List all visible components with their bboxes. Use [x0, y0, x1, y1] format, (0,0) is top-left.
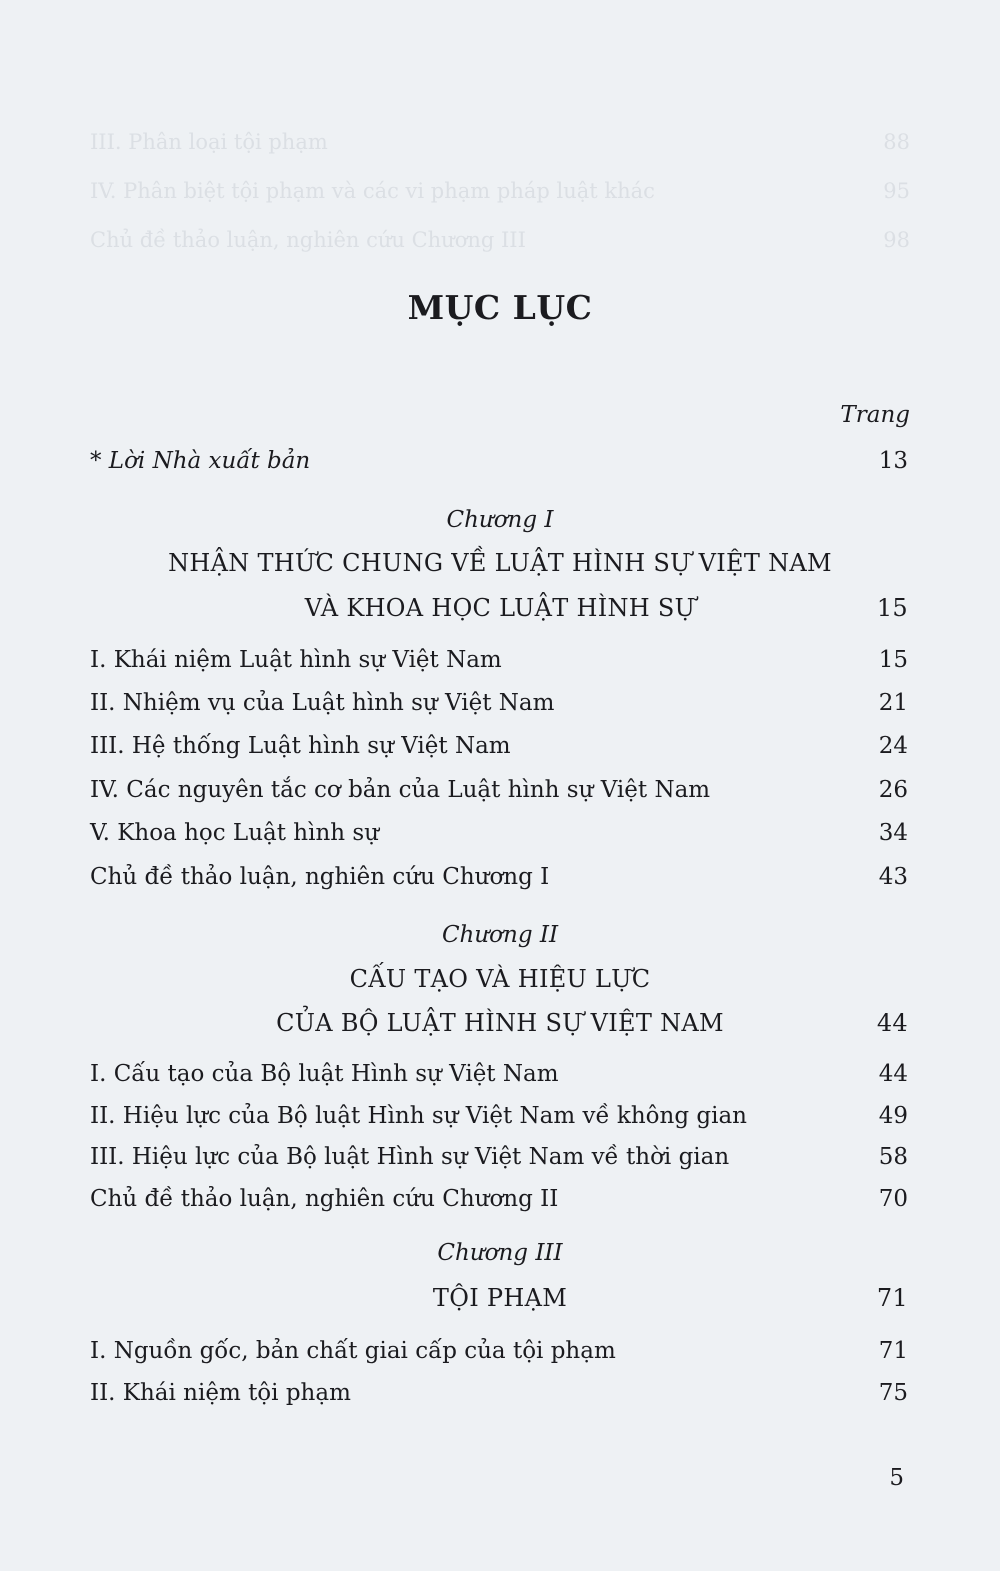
ghost-row-page: 95: [883, 179, 910, 203]
ghost-row: [90, 216, 910, 265]
ghost-row-text: III. Phân loại tội phạm: [90, 130, 328, 154]
toc-item[interactable]: [90, 1338, 908, 1364]
toc-item-text: III. Hiệu lực của Bộ luật Hình sự Việt Nam về thời gian: [90, 1144, 730, 1170]
toc-item-page: 21: [878, 690, 908, 716]
toc-item-page: 15: [878, 647, 908, 673]
toc-item-text: III. Hệ thống Luật hình sự Việt Nam: [90, 733, 511, 759]
chapter-2-title-line-2[interactable]: [0, 1009, 1000, 1037]
chapter-3-title-line-1[interactable]: [0, 1284, 1000, 1312]
toc-item-text: I. Cấu tạo của Bộ luật Hình sự Việt Nam: [90, 1061, 559, 1087]
toc-item[interactable]: [90, 864, 908, 890]
bleed-through-text: [90, 118, 910, 265]
chapter-2-label: Chương II: [441, 922, 559, 948]
chapter-1-page: 15: [876, 594, 908, 622]
toc-item[interactable]: [90, 1103, 908, 1129]
chapter-3-title-text: TỘI PHẠM: [432, 1284, 568, 1312]
toc-preface[interactable]: [90, 448, 908, 474]
toc-item-text: Chủ đề thảo luận, nghiên cứu Chương I: [90, 864, 550, 890]
preface-label: * Lời Nhà xuất bản: [90, 448, 311, 474]
toc-item-page: 44: [878, 1061, 908, 1087]
chapter-1-title-text: VÀ KHOA HỌC LUẬT HÌNH SỰ: [304, 594, 696, 622]
chapter-3-page: 71: [876, 1284, 908, 1312]
chapter-2-title-line-1[interactable]: CẤU TẠO VÀ HIỆU LỰC: [349, 965, 651, 993]
toc-item[interactable]: [90, 1380, 908, 1406]
toc-item[interactable]: [90, 647, 908, 673]
ghost-row-page: 88: [883, 130, 910, 154]
toc-item[interactable]: [90, 1144, 908, 1170]
ghost-row-page: 98: [883, 228, 910, 252]
preface-page: 13: [878, 448, 908, 474]
toc-item[interactable]: [90, 690, 908, 716]
toc-item[interactable]: [90, 733, 908, 759]
ghost-row-text: Chủ đề thảo luận, nghiên cứu Chương III: [90, 228, 526, 252]
toc-item-page: 71: [878, 1338, 908, 1364]
toc-item[interactable]: [90, 1061, 908, 1087]
ghost-row: [90, 118, 910, 167]
toc-item[interactable]: [90, 820, 908, 846]
page-number: 5: [889, 1465, 904, 1491]
toc-item-page: 24: [878, 733, 908, 759]
chapter-1-title-line-1[interactable]: NHẬN THỨC CHUNG VỀ LUẬT HÌNH SỰ VIỆT NAM: [168, 549, 832, 577]
toc-item-text: I. Khái niệm Luật hình sự Việt Nam: [90, 647, 502, 673]
toc-item-text: II. Khái niệm tội phạm: [90, 1380, 351, 1406]
toc-item-text: I. Nguồn gốc, bản chất giai cấp của tội phạm: [90, 1338, 616, 1364]
toc-item-text: II. Nhiệm vụ của Luật hình sự Việt Nam: [90, 690, 555, 716]
chapter-2-title-text: CỦA BỘ LUẬT HÌNH SỰ VIỆT NAM: [276, 1009, 724, 1037]
toc-item[interactable]: [90, 777, 908, 803]
ghost-row: [90, 167, 910, 216]
toc-item-page: 75: [878, 1380, 908, 1406]
toc-item-page: 58: [878, 1144, 908, 1170]
chapter-2-page: 44: [876, 1009, 908, 1037]
chapter-3-label: Chương III: [437, 1240, 563, 1266]
toc-item-text: IV. Các nguyên tắc cơ bản của Luật hình sự Việt Nam: [90, 777, 711, 803]
toc-item-page: 34: [878, 820, 908, 846]
toc-item-text: II. Hiệu lực của Bộ luật Hình sự Việt Nam về không gian: [90, 1103, 747, 1129]
toc-item-page: 49: [878, 1103, 908, 1129]
toc-item-text: Chủ đề thảo luận, nghiên cứu Chương II: [90, 1186, 559, 1212]
toc-item-page: 70: [878, 1186, 908, 1212]
toc-item-text: V. Khoa học Luật hình sự: [90, 820, 380, 846]
toc-item-page: 43: [878, 864, 908, 890]
page-column-label: Trang: [840, 402, 910, 428]
chapter-1-label: Chương I: [446, 507, 554, 533]
toc-item-page: 26: [878, 777, 908, 803]
page-title: MỤC LỤC: [407, 288, 593, 327]
ghost-row-text: IV. Phân biệt tội phạm và các vi phạm pháp luật khác: [90, 179, 655, 203]
chapter-1-title-line-2[interactable]: [0, 594, 1000, 622]
toc-item[interactable]: [90, 1186, 908, 1212]
